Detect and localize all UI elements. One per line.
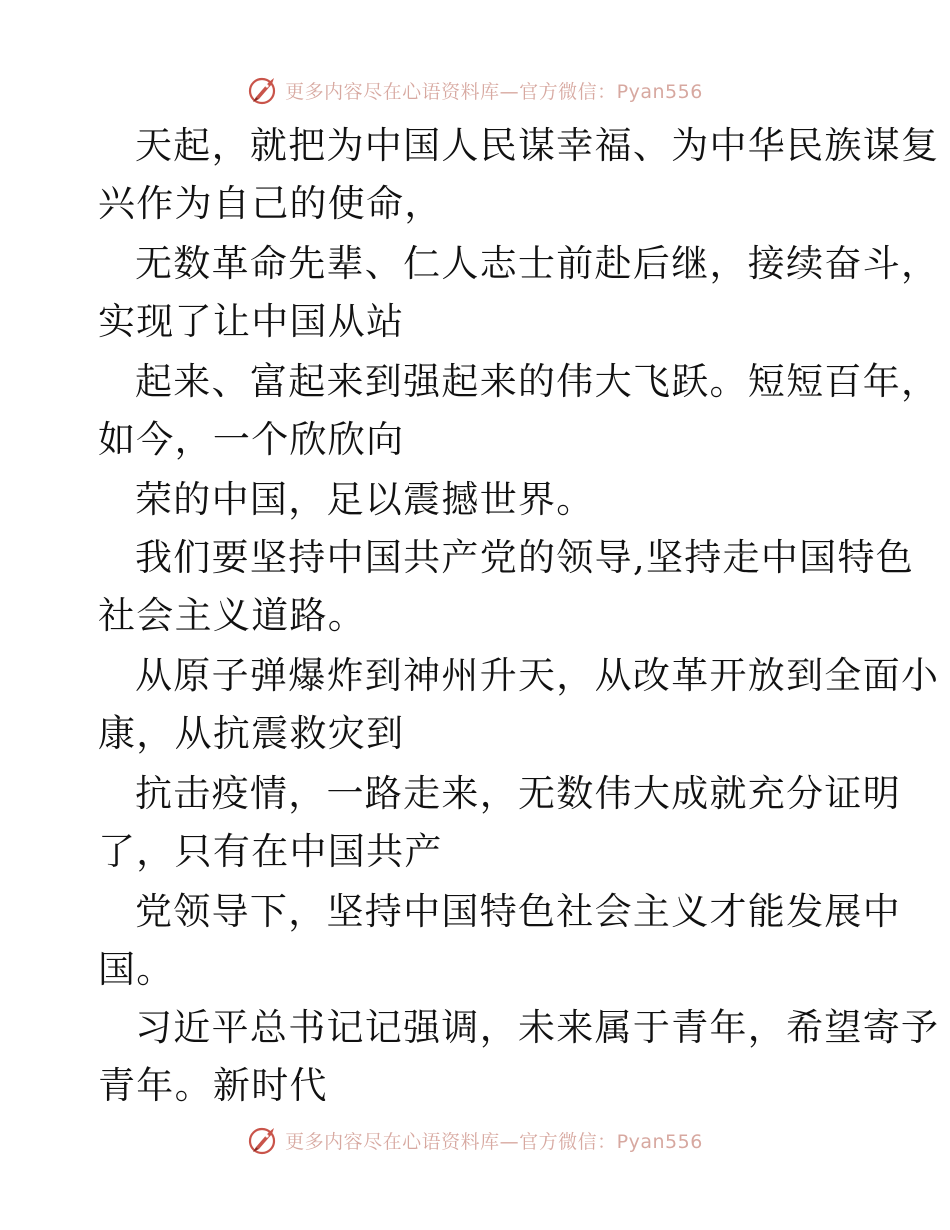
body-line: 习近平总书记记强调，未来属于青年，希望寄予 [135, 1006, 940, 1049]
body-line: 国。 [98, 948, 175, 991]
body-line: 兴作为自己的使命， [98, 182, 443, 225]
body-line: 抗击疫情，一路走来，无数伟大成就充分证明 [135, 772, 901, 815]
body-line: 我们要坚持中国共产党的领导,坚持走中国特色 [135, 536, 915, 579]
body-line: 社会主义道路。 [98, 594, 367, 637]
body-line: 荣的中国，足以震撼世界。 [135, 478, 595, 521]
footer-watermark [0, 1120, 950, 1160]
pen-nib-logo-icon [247, 1123, 281, 1157]
body-line: 无数革命先辈、仁人志士前赴后继，接续奋斗， [135, 242, 940, 285]
body-line: 如今，一个欣欣向 [98, 418, 405, 461]
body-line: 从原子弹爆炸到神州升天，从改革开放到全面小 [135, 654, 940, 697]
body-line: 青年。新时代 [98, 1064, 328, 1107]
watermark-text: 更多内容尽在心语资料库—官方微信：Pyan556 [285, 1130, 703, 1153]
body-line: 康，从抗震救灾到 [98, 712, 405, 755]
body-line: 党领导下，坚持中国特色社会主义才能发展中 [135, 890, 901, 933]
watermark-text: 更多内容尽在心语资料库—官方微信：Pyan556 [285, 80, 703, 103]
body-line: 实现了让中国从站 [98, 300, 405, 343]
body-line: 起来、富起来到强起来的伟大飞跃。短短百年， [135, 360, 940, 403]
header-watermark [0, 70, 950, 110]
body-line: 天起，就把为中国人民谋幸福、为中华民族谋复 [135, 124, 940, 167]
pen-nib-logo-icon [247, 73, 281, 107]
body-line: 了，只有在中国共产 [98, 830, 443, 873]
